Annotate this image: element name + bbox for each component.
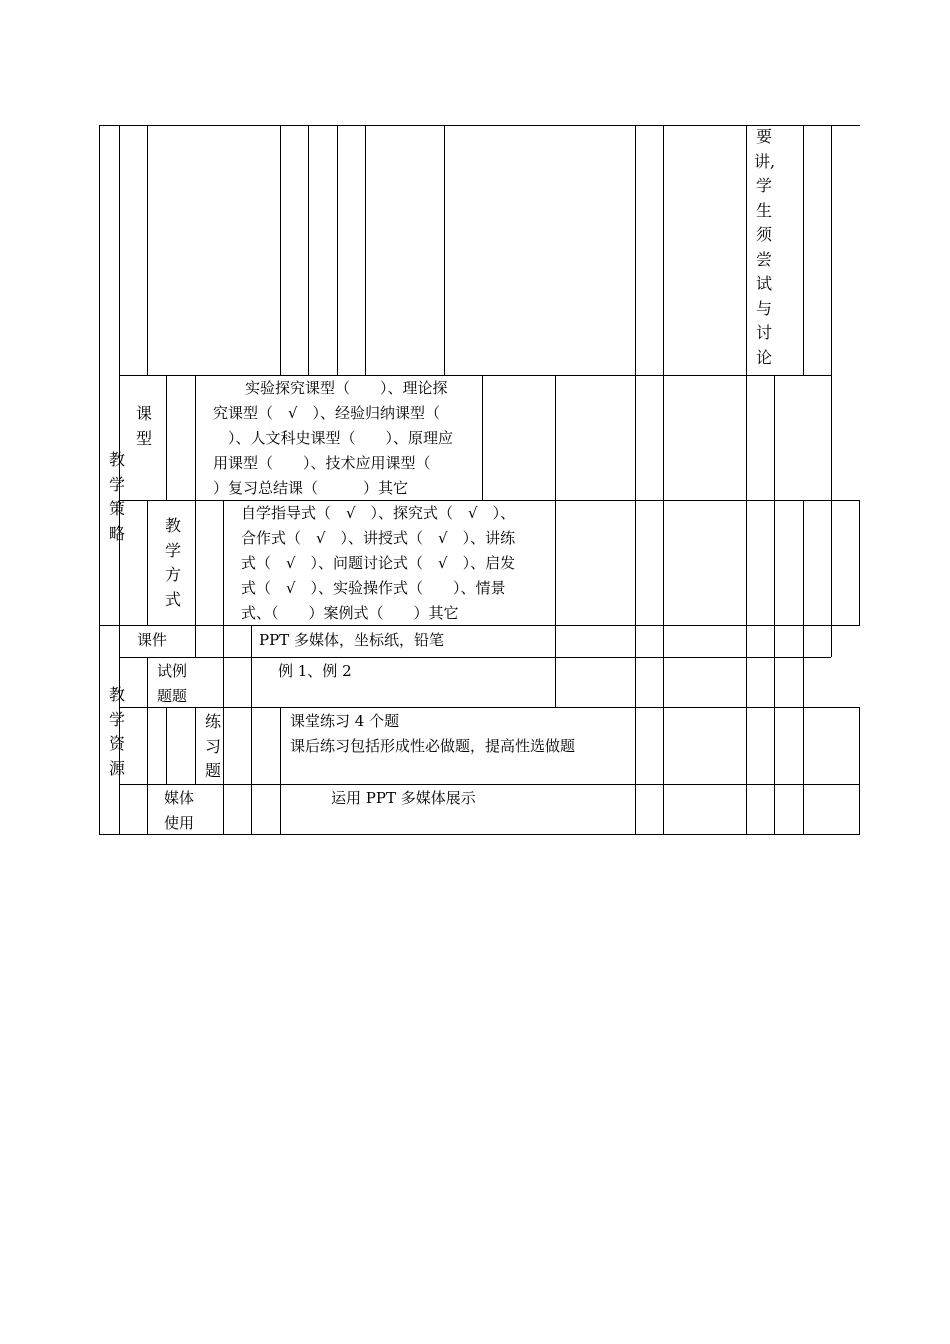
rule	[147, 500, 148, 625]
rule	[803, 125, 804, 375]
rule	[774, 375, 775, 835]
teaching-method-line: 合作式（ √ ）、讲授式（ √ ）、讲练	[241, 529, 516, 547]
lesson-type-line: ）复习总结课（ ）其它	[213, 479, 409, 497]
lesson-type-line: 实验探究课型（ ）、理论探	[245, 379, 448, 397]
rule-exercises-bottom	[119, 784, 860, 785]
exercises-label: 练 习 题	[204, 712, 221, 780]
rule	[482, 375, 483, 500]
rule	[365, 125, 366, 375]
rule-left	[99, 125, 100, 835]
rule-courseware-bottom	[119, 657, 831, 658]
lesson-type-line: ）、人文科史课型（ ）、原理应	[213, 429, 454, 447]
rule	[147, 125, 148, 375]
rule-right-mid	[859, 500, 860, 626]
teaching-method-label: 教 学 方 式	[164, 516, 181, 609]
rule	[195, 500, 196, 625]
rule	[166, 707, 167, 784]
teaching-method-line: 式（ √ ）、问题讨论式（ √ ）、启发	[241, 554, 516, 572]
examples-content: 例 1、例 2	[278, 662, 352, 680]
resources-group-label: 教 学 资 源	[108, 685, 125, 778]
rule	[147, 657, 148, 835]
media-label: 使用	[164, 814, 195, 832]
rule	[444, 125, 445, 375]
rule	[803, 500, 804, 835]
media-label: 媒体	[164, 789, 195, 807]
examples-label: 试例	[157, 662, 188, 680]
exercises-line: 课堂练习 4 个题	[290, 712, 400, 730]
courseware-label: 课件	[137, 631, 168, 649]
rule	[280, 707, 281, 835]
rule	[195, 625, 196, 657]
strategy-group-label: 教 学 策 略	[108, 450, 125, 543]
rule	[337, 125, 338, 375]
lesson-type-line: 究课型（ √ ）、经验归纳课型（	[213, 404, 441, 422]
examples-label: 题题	[157, 687, 188, 705]
rule-examples-bottom	[119, 707, 860, 708]
side-note: 要 讲, 学 生 须 尝 试 与 讨 论	[754, 127, 776, 367]
courseware-content: PPT 多媒体，坐标纸，铅笔	[259, 631, 444, 649]
rule	[195, 707, 196, 784]
rule	[746, 125, 747, 835]
rule	[223, 625, 224, 835]
rule	[635, 125, 636, 835]
teaching-method-line: 式（ √ ）、实验操作式（ ）、情景	[241, 579, 506, 597]
rule-strategy-top	[119, 375, 831, 376]
rule	[308, 125, 309, 375]
media-content: 运用 PPT 多媒体展示	[331, 789, 476, 807]
exercises-line: 课后练习包括形成性必做题，提高性选做题	[290, 737, 576, 755]
rule	[555, 375, 556, 707]
lesson-type-line: 用课型（ ）、技术应用课型（	[213, 454, 431, 472]
teaching-method-line: 式、（ ）案例式（ ）其它	[241, 604, 459, 622]
rule	[251, 707, 252, 835]
rule-right-top	[831, 125, 832, 657]
rule	[223, 500, 224, 625]
rule	[166, 375, 167, 500]
rule	[663, 125, 664, 835]
rule-right-bottom	[859, 707, 860, 835]
rule	[280, 125, 281, 375]
rule	[195, 375, 196, 500]
lesson-type-label: 课 型	[135, 404, 152, 448]
rule	[251, 625, 252, 707]
teaching-method-line: 自学指导式（ √ ）、探究式（ √ ）、	[241, 504, 516, 522]
